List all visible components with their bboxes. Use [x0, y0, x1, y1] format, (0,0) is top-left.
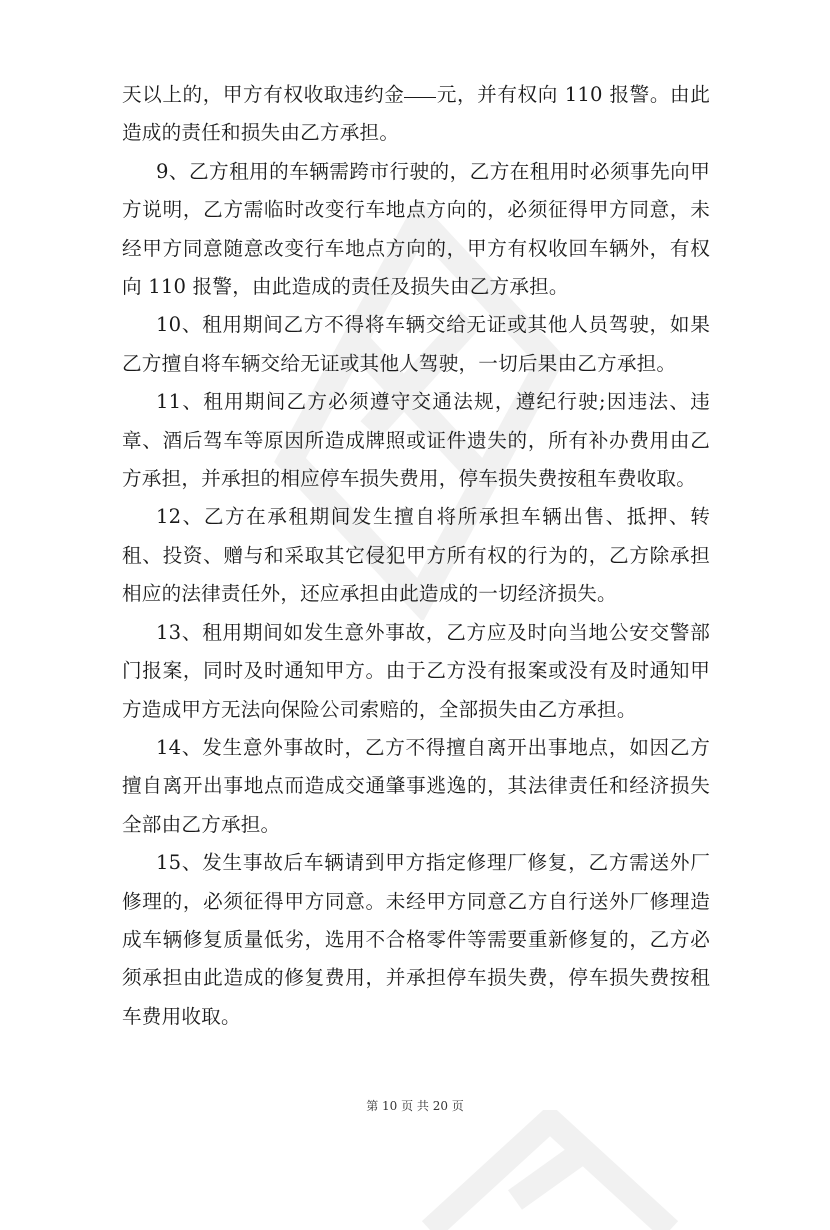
- paragraph-text: 元，并有权向 110 报警。由此造成的责任和损失由乙方承担。: [122, 83, 710, 145]
- paragraph-14: 14、发生意外事故时，乙方不得擅自离开出事地点，如因乙方擅自离开出事地点而造成交通肇事逃逸的，其法律责任和经济损失全部由乙方承担。: [122, 735, 710, 836]
- paragraph-13: 13、租用期间如发生意外事故，乙方应及时向当地公安交警部门报案，同时及时通知甲方。由于乙方没有报案或没有及时通知甲方造成甲方无法向保险公司索赔的，全部损失由乙方承担。: [122, 620, 710, 721]
- document-body: [122, 76, 710, 1036]
- paragraph-9: 9、乙方租用的车辆需跨市行驶的，乙方在租用时必须事先向甲方说明，乙方需临时改变行车地点方向的，必须征得甲方同意，未经甲方同意随意改变行车地点方向的，甲方有权收回车辆外，有权向 110 报警，由此造成的责任及损失由乙方承担。: [122, 159, 710, 299]
- page-number-footer: 第 10 页 共 20 页: [366, 1099, 464, 1113]
- paragraph-12: 12、乙方在承租期间发生擅自将所承担车辆出售、抵押、转租、投资、赠与和采取其它侵犯甲方所有权的行为的，乙方除承担相应的法律责任外，还应承担由此造成的一切经济损失。: [122, 505, 710, 606]
- paragraph-11: 11、租用期间乙方必须遵守交通法规，遵纪行驶;因违法、违章、酒后驾车等原因所造成牌照或证件遗失的，所有补办费用由乙方承担，并承担的相应停车损失费用，停车损失费按租车费收取。: [122, 390, 710, 491]
- paragraph-text: 天以上的，甲方有权收取违约金: [122, 83, 405, 106]
- paragraph-8-continuation: [122, 76, 710, 153]
- blank-fill-field: [404, 77, 436, 98]
- watermark-bottom-icon: [420, 1110, 680, 1230]
- paragraph-10: 10、租用期间乙方不得将车辆交给无证或其他人员驾驶，如果乙方擅自将车辆交给无证或其他人驾驶，一切后果由乙方承担。: [122, 313, 710, 375]
- paragraph-15: 15、发生事故后车辆请到甲方指定修理厂修复，乙方需送外厂修理的，必须征得甲方同意。未经甲方同意乙方自行送外厂修理造成车辆修复质量低劣，选用不合格零件等需要重新修复的，乙方必须承担由此造成的修复费用，并承担停车损失费，停车损失费按租车费用收取。: [122, 851, 710, 1028]
